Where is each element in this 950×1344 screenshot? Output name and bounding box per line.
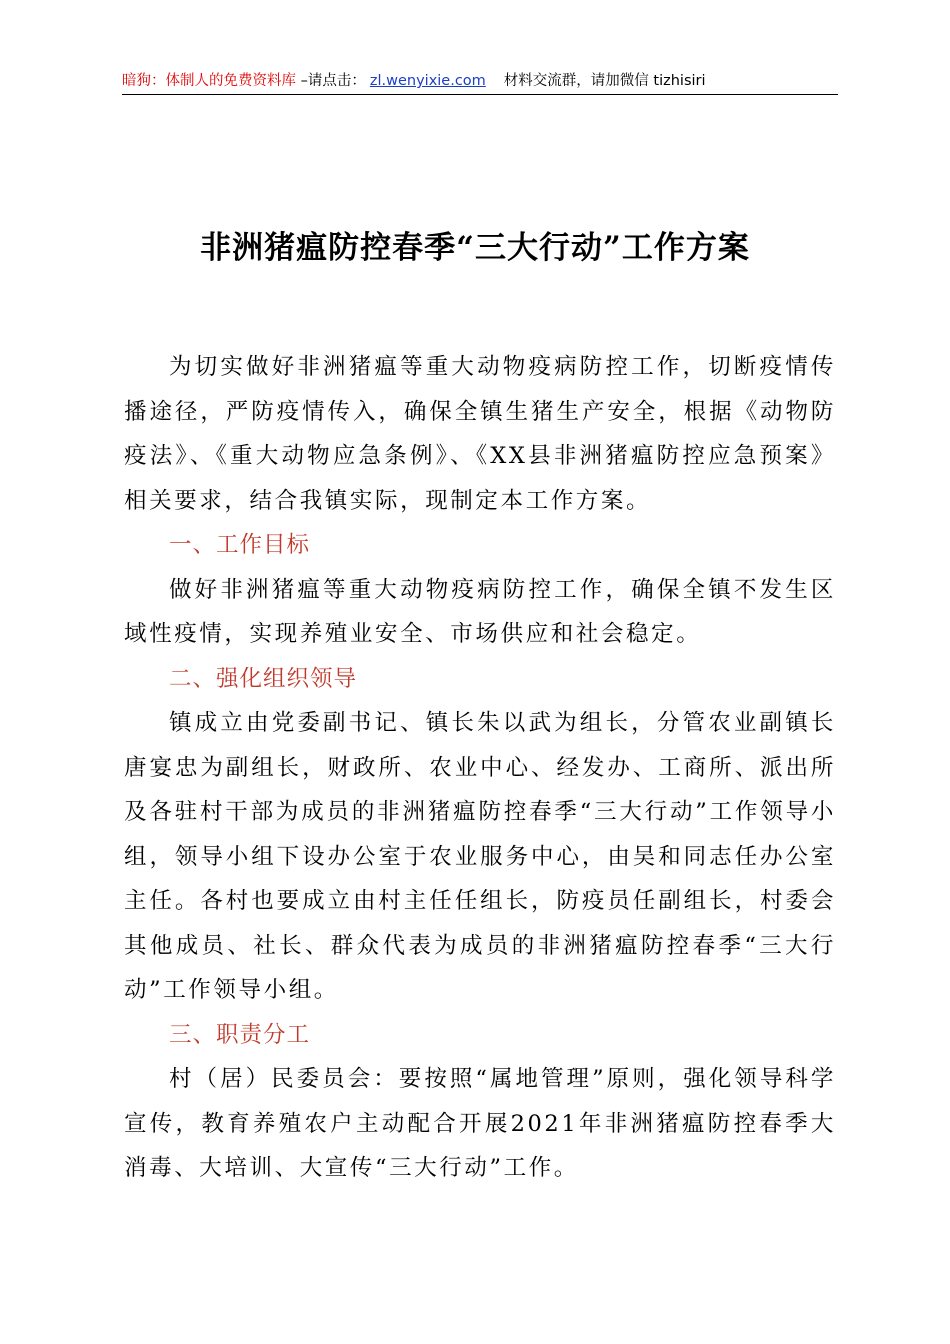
section-heading-goals: 一、工作目标	[169, 532, 311, 558]
header-click-prompt: –请点击：	[296, 73, 366, 89]
header-link[interactable]: zl.wenyixie.com	[369, 73, 486, 89]
page-header	[122, 68, 838, 95]
document-body	[124, 345, 836, 1191]
header-group-note: 材料交流群，请加微信 tizhisiri	[503, 73, 706, 89]
section-body-duties: 村（居）民委员会：要按照“属地管理”原则，强化领导科学宣传，教育养殖农户主动配合开展2021年非洲猪瘟防控春季大消毒、大培训、大宣传“三大行动”工作。	[124, 1066, 836, 1181]
section-heading-duties: 三、职责分工	[169, 1021, 311, 1048]
section-heading-leadership: 二、强化组织领导	[169, 665, 358, 692]
document-title: 非洲猪瘟防控春季“三大行动”工作方案	[200, 230, 750, 266]
intro-paragraph: 为切实做好非洲猪瘟等重大动物疫病防控工作，切断疫情传播途径，严防疫情传入，确保全镇生猪生产安全，根据《动物防疫法》、《重大动物应急条例》、《XX县非洲猪瘟防控应急预案》相关要求，结合我镇实际，现制定本工作方案。	[124, 354, 836, 514]
header-site-name: 暗狗：体制人的免费资料库	[122, 73, 296, 89]
section-body-leadership: 镇成立由党委副书记、镇长朱以武为组长，分管农业副镇长唐宴忠为副组长，财政所、农业中心、经发办、工商所、派出所及各驻村干部为成员的非洲猪瘟防控春季“三大行动”工作领导小组，领导小组下设办公室于农业服务中心，由吴和同志任办公室主任。各村也要成立由村主任任组长，防疫员任副组长，村委会其他成员、社长、群众代表为成员的非洲猪瘟防控春季“三大行动”工作领导小组。	[124, 710, 836, 1003]
section-body-goals: 做好非洲猪瘟等重大动物疫病防控工作，确保全镇不发生区域性疫情，实现养殖业安全、市场供应和社会稳定。	[124, 576, 836, 647]
